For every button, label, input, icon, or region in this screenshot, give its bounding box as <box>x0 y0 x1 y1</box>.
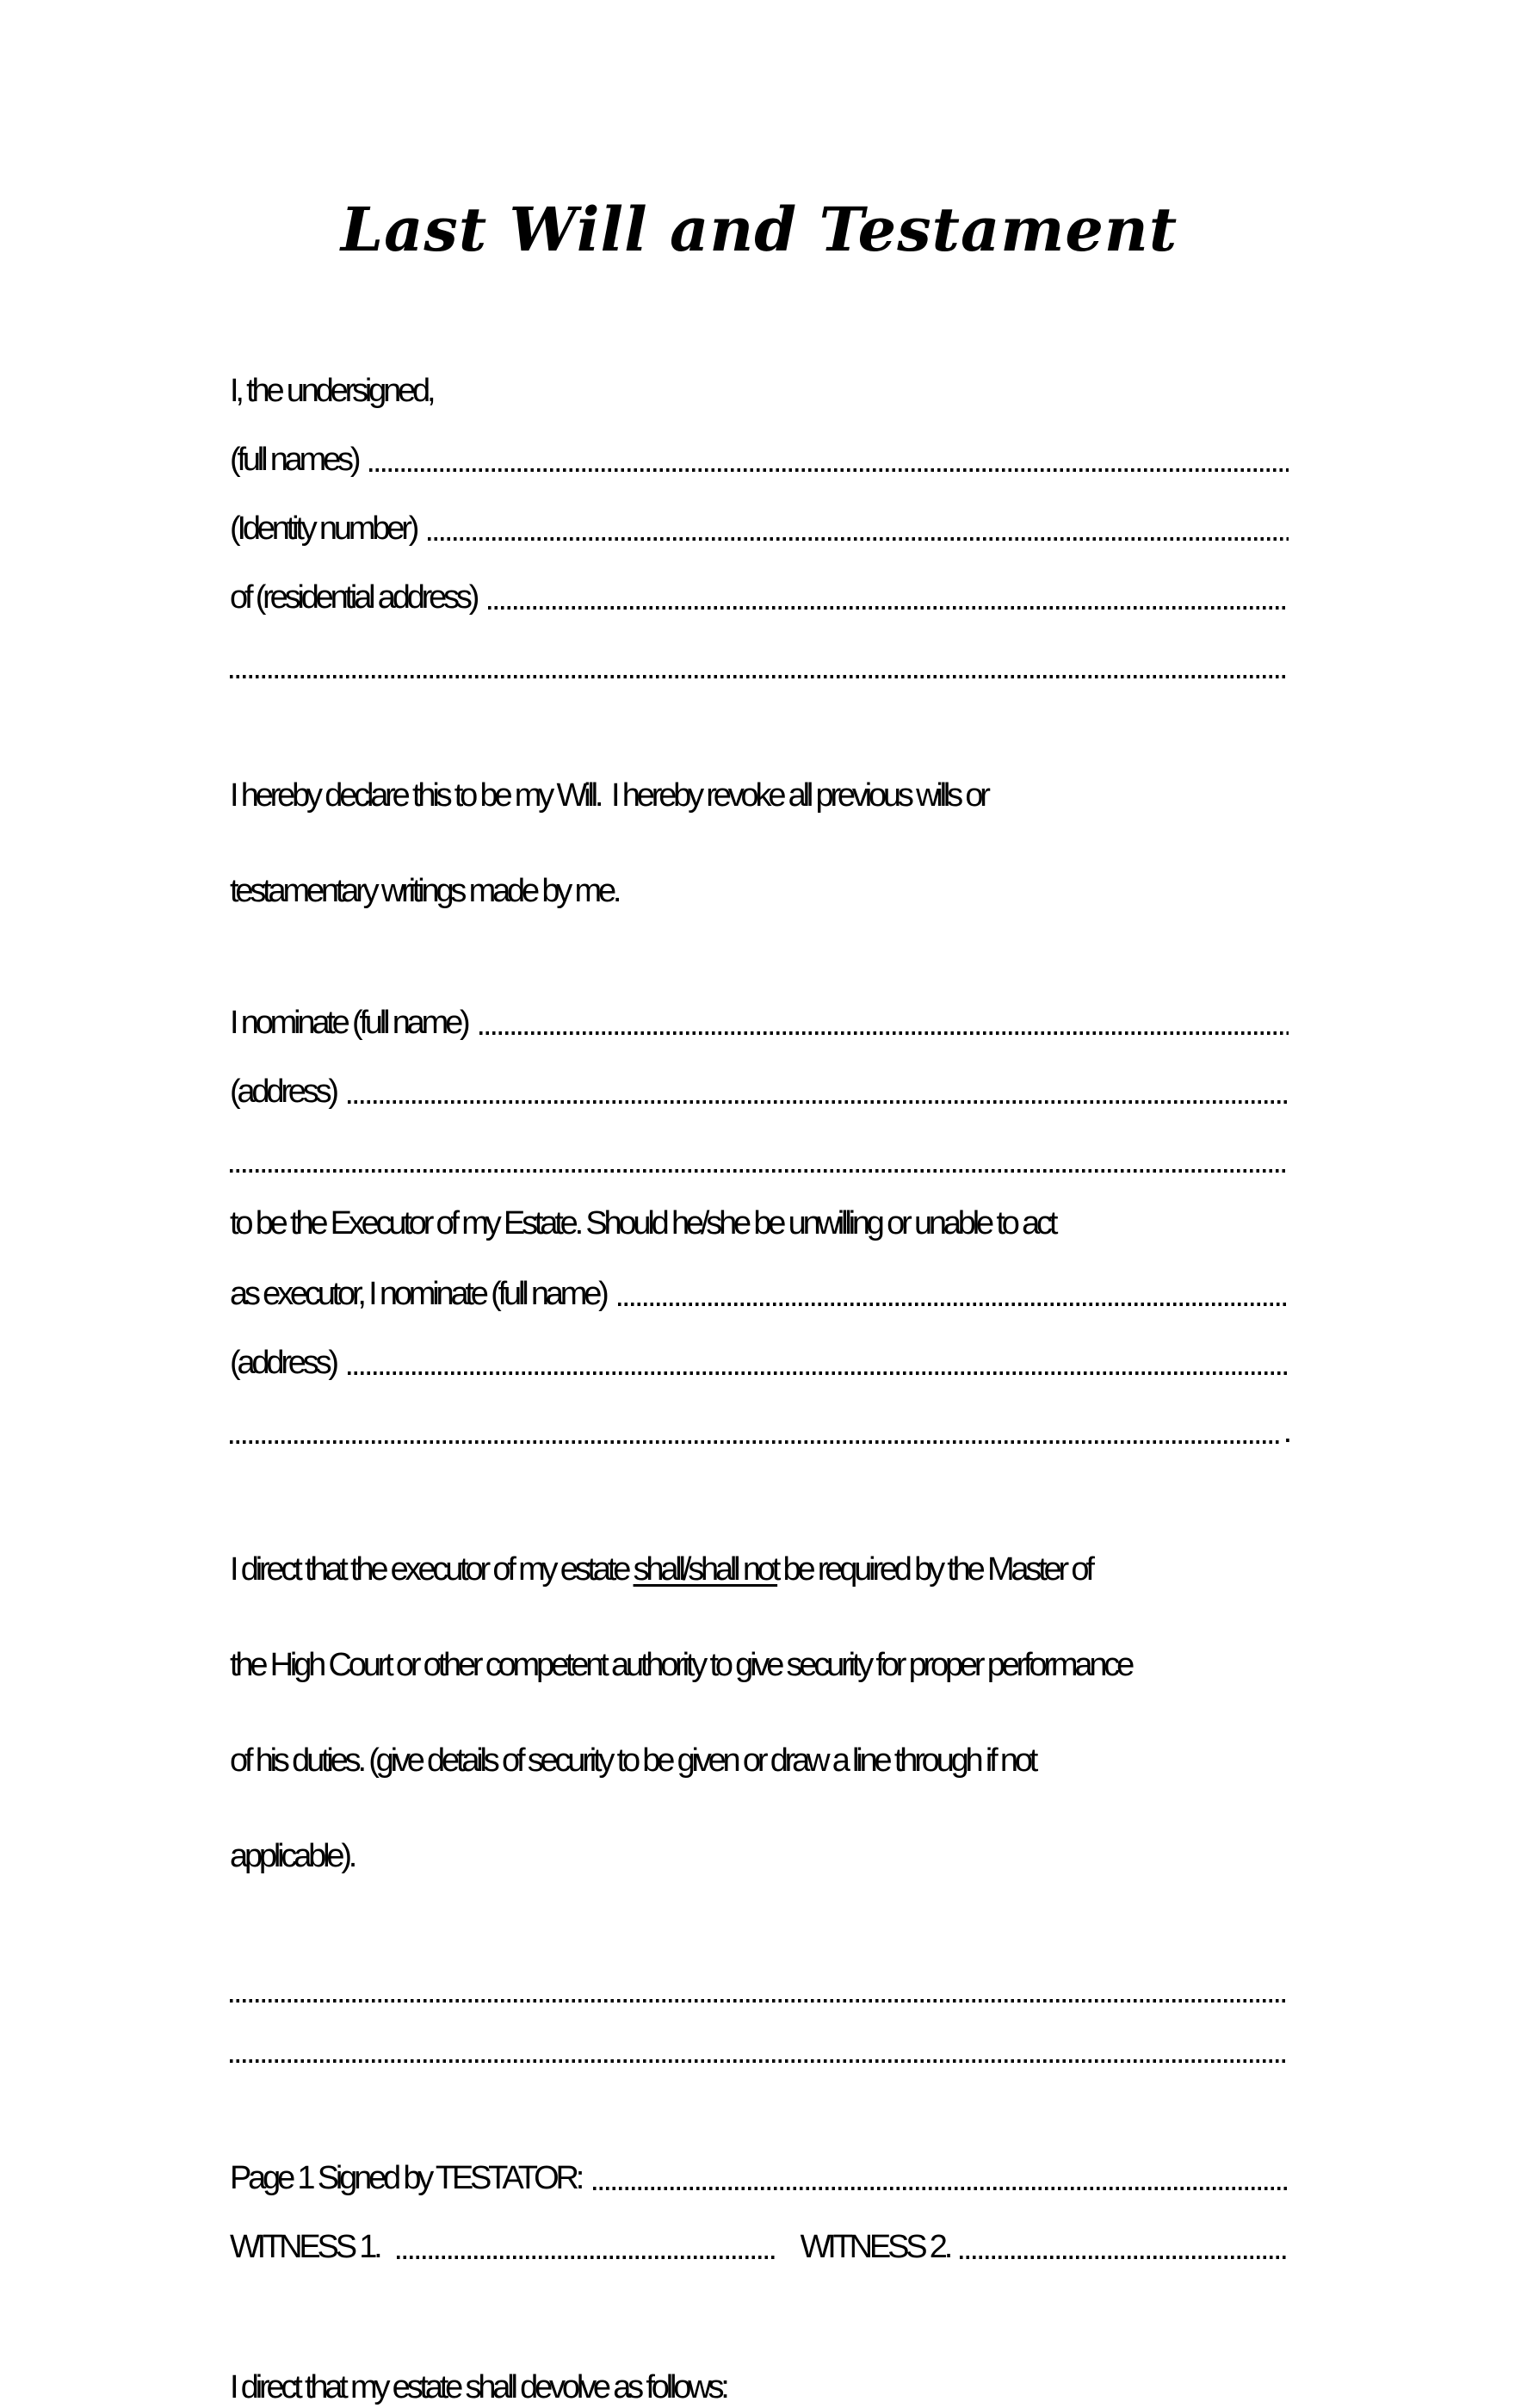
testator-signature-row <box>230 2157 1289 2199</box>
executor-name-fill-line <box>479 1031 1289 1035</box>
alternate-address-continuation-row <box>230 1411 1289 1452</box>
testator-signature-fill-line <box>593 2187 1289 2190</box>
residential-address-row <box>230 577 1289 618</box>
witness-2-label: WITNESS 2. <box>800 2229 950 2265</box>
security-clause-line-1 <box>230 1551 1289 1588</box>
testator-signature-label: Page 1 Signed by TESTATOR: <box>230 2160 582 2196</box>
residential-address-label: of (residential address) <box>230 579 477 616</box>
executor-address-continuation-fill-line <box>230 1169 1289 1173</box>
witness-1-label: WITNESS 1. <box>230 2229 380 2265</box>
declaration-paragraph <box>230 716 1289 971</box>
alternate-executor-name-fill-line <box>618 1303 1289 1306</box>
security-clause-line-4: applicable). <box>230 1838 355 1874</box>
security-clause-paragraph <box>230 1490 1289 1936</box>
executor-nomination-row <box>230 1002 1289 1043</box>
executor-address-row <box>230 1071 1289 1112</box>
witness-2-signature-fill-line <box>960 2256 1289 2259</box>
address-continuation-fill-line <box>230 675 1289 678</box>
executor-role-line: to be the Executor of my Estate. Should he/she be unwilling or unable to act <box>230 1205 1055 1241</box>
security-details-fill-line-1 <box>230 1999 1289 2003</box>
full-names-label: (full names) <box>230 442 358 478</box>
executor-address-continuation-row <box>230 1140 1289 1173</box>
identity-number-fill-line <box>428 537 1289 541</box>
address-continuation-row <box>230 646 1289 678</box>
security-clause-line-2: the High Court or other competent authority to give security for proper performance <box>230 1647 1132 1683</box>
declaration-line-1: I hereby declare this to be my Will. I hereby revoke all previous wills or <box>230 777 987 814</box>
alternate-address-continuation-fill-line <box>230 1440 1282 1444</box>
identity-number-label: (Identity number) <box>230 511 417 547</box>
security-details-fill-line-2 <box>230 2059 1289 2063</box>
alternate-executor-row <box>230 1273 1289 1315</box>
security-clause-line-3: of his duties. (give details of security to be given or draw a line through if not <box>230 1743 1036 1779</box>
intro-line: I, the undersigned, <box>230 373 433 409</box>
security-details-row-2 <box>230 2030 1289 2063</box>
security-clause-text-before: I direct that the executor of my estate <box>230 1551 634 1588</box>
alternate-executor-address-row <box>230 1342 1289 1384</box>
residential-address-fill-line <box>488 606 1289 610</box>
executor-address-fill-line <box>348 1100 1289 1104</box>
estate-devolution-line: I direct that my estate shall devolve as follows: <box>230 2369 726 2405</box>
fill-line-terminator: . <box>1283 1414 1289 1450</box>
full-names-row <box>230 439 1289 480</box>
document-title: Last Will and Testament <box>340 194 1178 265</box>
alternate-executor-label: as executor, I nominate (full name) <box>230 1276 606 1312</box>
shall-shall-not-underlined: shall/shall not <box>633 1551 778 1588</box>
alternate-executor-address-label: (address) <box>230 1345 336 1381</box>
witness-1-signature-fill-line <box>397 2256 776 2259</box>
executor-nomination-label: I nominate (full name) <box>230 1005 467 1041</box>
identity-number-row <box>230 508 1289 549</box>
full-names-fill-line <box>369 468 1289 472</box>
alternate-executor-address-fill-line <box>348 1371 1289 1375</box>
will-document-page <box>0 194 1521 2405</box>
witness-signature-row <box>230 2226 1289 2268</box>
declaration-line-2: testamentary writings made by me. <box>230 873 619 909</box>
security-clause-text-after: be required by the Master of <box>777 1551 1091 1588</box>
executor-address-label: (address) <box>230 1074 336 1110</box>
security-details-row-1 <box>230 1970 1289 2003</box>
